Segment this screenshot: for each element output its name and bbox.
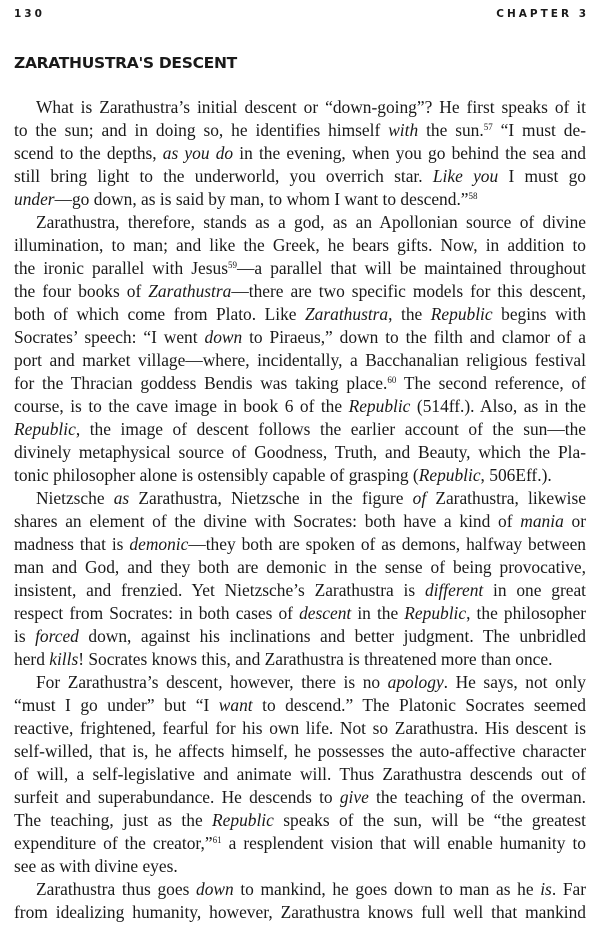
text-segment: still bring light to the underworld, you overrich star. [14,166,433,186]
text-segment: , 506Eff.). [480,465,552,485]
text-segment: . Far [551,879,586,899]
emphasis-text: down [196,879,234,899]
text-line [14,901,586,924]
text-segment: is [14,626,36,646]
emphasis-text: Republic [14,419,76,439]
text-segment: Socrates’ speech: “I went [14,327,205,347]
text-segment: down, against his inclinations and better judgment. The unbridled [78,626,586,646]
text-segment: the four books of [14,281,149,301]
text-line [14,487,586,510]
emphasis-text: forced [35,626,79,646]
emphasis-text: different [424,580,484,600]
text-line [14,326,586,349]
text-segment: . He says, not only [443,672,586,692]
text-line [14,349,586,372]
text-line [14,211,586,234]
text-segment: self-willed, that is, he affects himself, he possesses the auto-affective character [14,741,586,761]
text-segment: —there are two specific models for this descent, [231,281,586,301]
emphasis-text: Republic [430,304,493,324]
text-segment: divinely metaphysical source of Goodness, Truth, and Beauty, which the Pla- [14,442,586,462]
text-segment: speaks of the sun, will be “the greatest [273,810,586,830]
text-segment: begins with [492,304,586,324]
text-line [14,510,586,533]
text-segment: “I must de- [492,120,586,140]
footnote-ref: 61 [212,835,222,845]
emphasis-text: Republic [418,465,481,485]
text-line [14,694,586,717]
emphasis-text: with [388,120,419,140]
text-segment: , the image of descent follows the earlier account of the sun—the [75,419,586,439]
text-line [14,165,586,188]
text-segment: Zarathustra thus goes [36,879,196,899]
text-segment: scend to the depths, [14,143,163,163]
text-segment: ! Socrates knows this, and Zarathustra is threatened more than once. [78,649,553,669]
text-segment: respect from Socrates: in both cases of [14,603,300,623]
text-segment: —a parallel that will be maintained throughout [237,258,586,278]
text-segment: in one great [483,580,586,600]
text-line [14,303,586,326]
text-segment: , the philosopher [466,603,586,623]
emphasis-text: Republic [348,396,411,416]
text-segment: I must go [498,166,586,186]
text-segment: insistent, and frenzied. Yet Nietzsche’s Zarathustra is [14,580,425,600]
emphasis-text: want [218,695,253,715]
text-segment: herd [14,649,50,669]
text-segment: , the [388,304,431,324]
emphasis-text: Zarathustra [305,304,389,324]
emphasis-text: give [339,787,369,807]
running-head [14,8,589,24]
text-segment: to descend.” The Platonic Socrates seemed [252,695,586,715]
page-number: 130 [14,8,45,20]
text-line [14,418,586,441]
text-line [14,119,586,142]
chapter-label: CHAPTER 3 [496,8,589,20]
emphasis-text: of [412,488,427,508]
text-segment: a resplendent vision that will enable humanity to [221,833,586,853]
text-segment: —go down, as is said by man, to whom I want to descend.” [54,189,469,209]
text-line [14,671,586,694]
text-segment: to Piraeus,” down to the filth and clamor of a [242,327,586,347]
emphasis-text: as [113,488,130,508]
text-segment: course, is to the cave image in book 6 of the [14,396,349,416]
text-line [14,602,586,625]
text-segment: the teaching of the overman. [368,787,586,807]
text-segment: the sun. [418,120,484,140]
text-line [14,372,586,395]
emphasis-text: apology [387,672,444,692]
text-segment: the ironic parallel with Jesus [14,258,228,278]
text-line [14,395,586,418]
text-segment: “must I go under” but “I [14,695,219,715]
text-segment: The teaching, just as the [14,810,213,830]
text-segment: shares an element of the divine with Socrates: both have a kind of [14,511,521,531]
text-line [14,717,586,740]
text-segment: both of which come from Plato. Like [14,304,306,324]
emphasis-text: kills [49,649,79,669]
text-line [14,625,586,648]
text-segment: to the sun; and in doing so, he identifies himself [14,120,389,140]
text-segment: or [563,511,586,531]
emphasis-text: as you do [162,143,234,163]
emphasis-text: Republic [404,603,467,623]
text-line [14,740,586,763]
section-title: ZARATHUSTRA'S DESCENT [14,54,237,72]
emphasis-text: Republic [212,810,274,830]
emphasis-text: descent [299,603,352,623]
text-line [14,441,586,464]
text-segment: from idealizing humanity, however, Zarathustra knows full well that mankind [14,902,586,922]
text-line [14,786,586,809]
text-line [14,533,586,556]
body-text [14,96,586,924]
text-segment: For Zarathustra’s descent, however, there is no [36,672,388,692]
text-segment: man and God, and they both are demonic in the sense of being provocative, [14,557,586,577]
text-line [14,832,586,855]
text-line [14,763,586,786]
emphasis-text: mania [520,511,564,531]
text-segment: Zarathustra, likewise [426,488,586,508]
text-line [14,280,586,303]
text-line [14,809,586,832]
text-segment: —they both are spoken of as demons, halfway between [188,534,586,554]
text-segment: for the Thracian goddess Bendis was taking place. [14,373,388,393]
text-segment: madness that is [14,534,130,554]
text-segment: surfeit and superabundance. He descends to [14,787,340,807]
text-segment: Zarathustra, therefore, stands as a god, as an Apollonian source of divine [36,212,586,232]
text-line [14,96,586,119]
text-segment: Zarathustra, Nietzsche in the figure [129,488,413,508]
footnote-ref: 59 [228,260,237,270]
emphasis-text: Like you [432,166,499,186]
text-segment: reactive, frightened, fearful for his own life. Not so Zarathustra. His descent is [14,718,586,738]
text-segment: What is Zarathustra’s initial descent or “down-going”? He first speaks of it [36,97,586,117]
text-line [14,234,586,257]
text-segment: The second reference, of [396,373,586,393]
emphasis-text: under [14,189,55,209]
text-segment: Nietzsche [36,488,114,508]
text-segment: port and market village—where, incidentally, a Bacchanalian religious festival [14,350,586,370]
emphasis-text: demonic [129,534,189,554]
text-segment: (514ff.). Also, as in the [410,396,586,416]
text-line [14,142,586,165]
text-line [14,257,586,280]
text-segment: expenditure of the creator,” [14,833,213,853]
footnote-ref: 60 [387,375,397,385]
text-segment: of will, a self-legislative and animate will. Thus Zarathustra descends out of [14,764,586,784]
text-line [14,464,586,487]
emphasis-text: Zarathustra [148,281,232,301]
emphasis-text: down [204,327,243,347]
footnote-ref: 57 [483,122,493,132]
text-segment: in the [351,603,405,623]
text-segment: to mankind, he goes down to man as he [233,879,541,899]
text-segment: see as with divine eyes. [14,856,178,876]
text-line [14,556,586,579]
emphasis-text: is [540,879,552,899]
text-segment: in the evening, when you go behind the sea and [233,143,586,163]
text-line [14,878,586,901]
text-segment: tonic philosopher alone is ostensibly capable of grasping ( [14,465,419,485]
footnote-ref: 58 [468,191,478,201]
text-segment: illumination, to man; and like the Greek, he bears gifts. Now, in addition to [14,235,586,255]
text-line [14,855,586,878]
text-line [14,188,586,211]
text-line [14,579,586,602]
text-line [14,648,586,671]
